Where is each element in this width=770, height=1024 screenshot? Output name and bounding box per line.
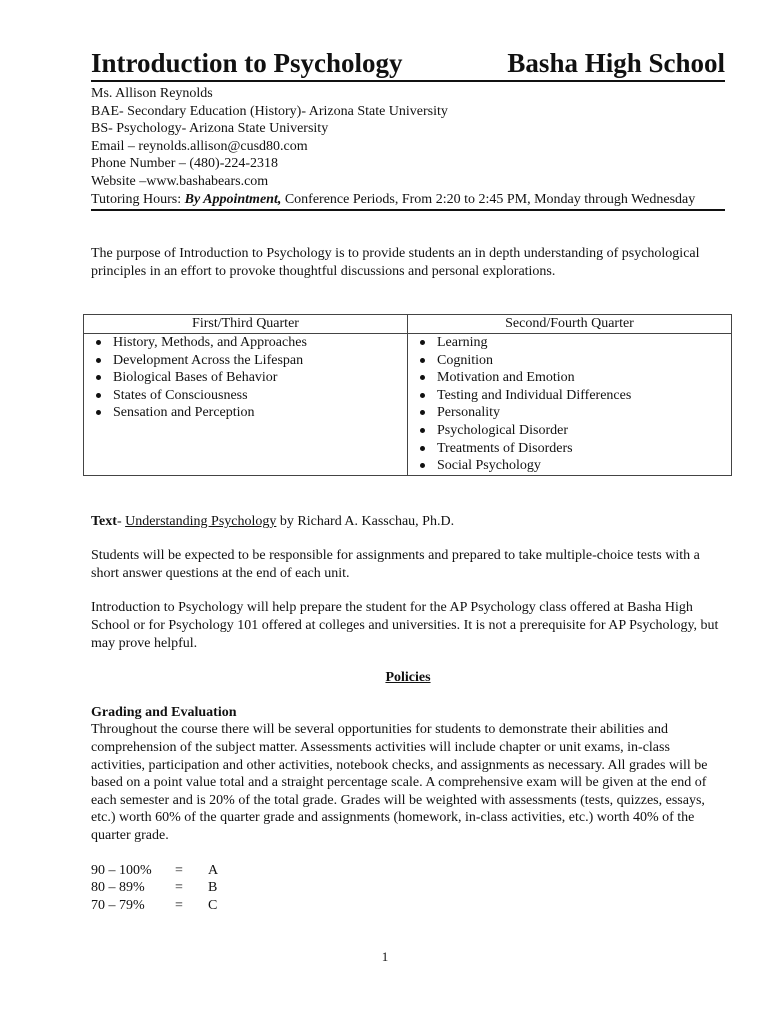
second-fourth-list — [412, 334, 727, 475]
ap-prep-paragraph: Introduction to Psychology will help prepare the student for the AP Psychology class offered at Basha High School or for Psychology 101 offered at colleges and universities. It is not a prerequisite for AP Psychology, but may prove helpful. — [91, 600, 719, 651]
first-third-cell — [84, 333, 408, 475]
first-third-header: First/Third Quarter — [84, 315, 408, 334]
list-item: Personality — [412, 404, 727, 422]
grade-equals: = — [175, 897, 183, 913]
grade-row — [91, 897, 725, 915]
syllabus-page — [91, 47, 725, 914]
grade-equals: = — [175, 862, 183, 878]
purpose-paragraph: The purpose of Introduction to Psychology is to provide students an in depth understanding of psychological principles in an effort to provoke thoughtful discussions and personal explorations. — [91, 246, 700, 279]
grade-row — [91, 879, 725, 897]
grade-letter: C — [208, 897, 218, 913]
school-name: Basha High School — [507, 48, 725, 78]
email-line: Email – reynolds.allison@cusd80.com — [91, 138, 308, 154]
page-number: 1 — [381, 949, 389, 964]
textbook-line — [91, 513, 725, 531]
grade-letter: B — [208, 880, 218, 896]
grade-scale — [91, 862, 725, 915]
textbook-title: Understanding Psychology — [125, 513, 277, 529]
text-label: Text — [91, 513, 117, 529]
list-item: States of Consciousness — [88, 387, 403, 405]
instructor-info — [91, 85, 725, 211]
list-item: History, Methods, and Approaches — [88, 334, 403, 352]
instructor-name: Ms. Allison Reynolds — [91, 86, 213, 101]
units-table — [83, 314, 732, 475]
list-item: Learning — [412, 334, 727, 352]
list-item: Biological Bases of Behavior — [88, 369, 403, 387]
textbook-author: by Richard A. Kasschau, Ph.D. — [276, 513, 455, 529]
tutoring-label: Tutoring Hours: — [91, 191, 185, 207]
grading-heading: Grading and Evaluation — [91, 704, 237, 720]
list-item: Social Psychology — [412, 457, 727, 475]
grade-row — [91, 862, 725, 880]
phone-line: Phone Number – (480)-224-2318 — [91, 156, 279, 172]
list-item: Sensation and Perception — [88, 404, 403, 422]
grade-equals: = — [175, 880, 183, 896]
text-separator: - — [116, 513, 126, 529]
first-third-list — [88, 334, 403, 422]
tutoring-hours — [91, 191, 725, 209]
tutoring-emphasis: By Appointment, — [184, 191, 282, 207]
expectations-paragraph: Students will be expected to be responsible for assignments and prepared to take multiple-choice tests with a short answer questions at the end of each unit. — [91, 548, 700, 581]
title-row — [91, 47, 725, 82]
grade-range: 70 – 79% — [91, 897, 145, 913]
degree-bae: BAE- Secondary Education (History)- Arizona State University — [91, 103, 448, 119]
list-item: Testing and Individual Differences — [412, 387, 727, 405]
list-item: Psychological Disorder — [412, 422, 727, 440]
list-item: Motivation and Emotion — [412, 369, 727, 387]
list-item: Treatments of Disorders — [412, 440, 727, 458]
grade-range: 90 – 100% — [91, 862, 152, 878]
grading-paragraph: Throughout the course there will be several opportunities for students to demonstrate their abilities and comprehension of the subject matter. Assessments activities will include chapter or unit exams, in-class activities, participation and other activities, notebook checks, and assignments as necessary. All grades will be based on a point value total and a straight percentage scale. A comprehensive exam will be given at the end of each semester and is 20% of the total grade. Grades will be weighted with assessments (tests, quizzes, essays, etc.) worth 60% of the quarter grade and assignments (homework, in-class activities, etc.) worth 40% of the quarter grade. — [91, 722, 708, 843]
grade-letter: A — [208, 862, 219, 878]
list-item: Cognition — [412, 352, 727, 370]
list-item: Development Across the Lifespan — [88, 352, 403, 370]
degree-bs: BS- Psychology- Arizona State University — [91, 121, 329, 137]
grade-range: 80 – 89% — [91, 880, 145, 896]
policies-heading: Policies — [385, 670, 431, 686]
second-fourth-cell — [408, 333, 732, 475]
website-line: Website –www.bashabears.com — [91, 173, 269, 189]
course-title: Introduction to Psychology — [91, 48, 403, 78]
second-fourth-header: Second/Fourth Quarter — [408, 315, 732, 334]
tutoring-details: Conference Periods, From 2:20 to 2:45 PM, Monday through Wednesday — [281, 191, 696, 207]
